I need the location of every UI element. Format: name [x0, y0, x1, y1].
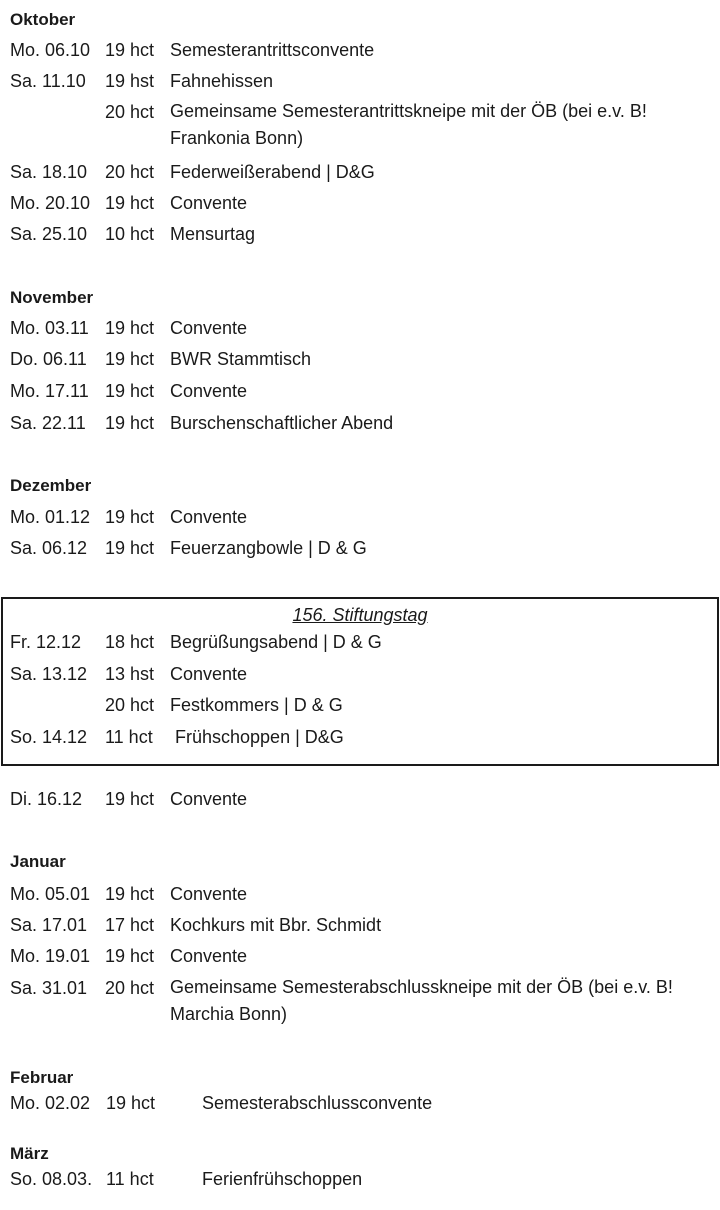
row-time: 20 hct — [105, 695, 155, 715]
row-event: Convente — [170, 318, 248, 338]
row-time: 19 hct — [105, 381, 155, 401]
row-event: Feuerzangbowle | D & G — [170, 538, 367, 558]
month-heading-november: November — [10, 288, 94, 307]
row-day: Fr. 12.12 — [10, 632, 82, 652]
row-day: Mo. 01.12 — [10, 507, 91, 527]
row-day: Sa. 17.01 — [10, 915, 88, 935]
row-day: Sa. 06.12 — [10, 538, 88, 558]
row-day: Mo. 06.10 — [10, 40, 91, 60]
row-time: 19 hct — [105, 507, 155, 527]
row-time: 19 hct — [105, 789, 155, 809]
row-time: 19 hct — [105, 193, 155, 213]
row-day: Sa. 22.11 — [10, 413, 86, 433]
row-day: Mo. 17.11 — [10, 381, 89, 401]
row-time: 19 hct — [105, 538, 155, 558]
row-event: Fahnehissen — [170, 71, 274, 91]
stiftungstag-title: 156. Stiftungstag — [292, 605, 428, 625]
row-event: Convente — [170, 193, 248, 213]
row-day: Di. 16.12 — [10, 789, 83, 809]
row-event: Federweißerabend | D&G — [170, 162, 375, 182]
row-day: Mo. 03.11 — [10, 318, 89, 338]
row-event: Convente — [170, 507, 248, 527]
row-event: Burschenschaftlicher Abend — [170, 413, 394, 433]
row-time: 11 hct — [106, 1169, 154, 1189]
row-day: Mo. 02.02 — [10, 1093, 91, 1113]
row-event: Gemeinsame Semesterantrittskneipe mit der ÖB (bei e.v. B! Frankonia Bonn) — [170, 101, 647, 148]
row-event: Kochkurs mit Bbr. Schmidt — [170, 915, 382, 935]
row-day: Sa. 11.10 — [10, 71, 86, 91]
row-event: Convente — [170, 884, 248, 904]
row-time: 19 hct — [105, 349, 155, 369]
month-heading-oktober: Oktober — [10, 10, 76, 29]
row-time: 20 hct — [105, 162, 155, 182]
row-event: Convente — [170, 381, 248, 401]
month-heading-februar: Februar — [10, 1068, 74, 1087]
row-time: 19 hct — [105, 318, 155, 338]
row-day: So. 08.03. — [10, 1169, 93, 1189]
row-event: Semesterabschlussconvente — [202, 1093, 433, 1113]
row-event: Festkommers | D & G — [170, 695, 343, 715]
row-day: So. 14.12 — [10, 727, 88, 747]
row-day: Do. 06.11 — [10, 349, 87, 369]
row-event: Semesterantrittsconvente — [170, 40, 375, 60]
row-time: 13 hst — [105, 664, 155, 684]
row-time: 19 hst — [105, 71, 155, 91]
row-event: Begrüßungsabend | D & G — [170, 632, 382, 652]
row-time: 20 hct — [105, 978, 155, 998]
row-time: 19 hct — [105, 40, 155, 60]
row-day: Sa. 18.10 — [10, 162, 88, 182]
row-day: Sa. 25.10 — [10, 224, 88, 244]
row-event: Mensurtag — [170, 224, 256, 244]
row-time: 19 hct — [105, 946, 155, 966]
row-time: 17 hct — [105, 915, 155, 935]
row-event: Convente — [170, 664, 248, 684]
row-time: 19 hct — [105, 413, 155, 433]
month-heading-dezember: Dezember — [10, 476, 92, 495]
row-event: Convente — [170, 789, 248, 809]
row-event: Convente — [170, 946, 248, 966]
row-time: 10 hct — [105, 224, 155, 244]
row-time: 19 hct — [106, 1093, 156, 1113]
row-time: 19 hct — [105, 884, 155, 904]
row-day: Mo. 20.10 — [10, 193, 91, 213]
month-heading-januar: Januar — [10, 852, 66, 871]
row-time: 18 hct — [105, 632, 155, 652]
row-day: Sa. 31.01 — [10, 978, 88, 998]
row-event: Frühschoppen | D&G — [175, 727, 344, 747]
row-day: Sa. 13.12 — [10, 664, 88, 684]
row-day: Mo. 05.01 — [10, 884, 91, 904]
row-event: Ferienfrühschoppen — [202, 1169, 363, 1189]
row-time: 20 hct — [105, 102, 155, 122]
month-heading-maerz: März — [10, 1144, 49, 1163]
row-event: BWR Stammtisch — [170, 349, 312, 369]
row-day: Mo. 19.01 — [10, 946, 91, 966]
row-event: Gemeinsame Semesterabschlusskneipe mit der ÖB (bei e.v. B! Marchia Bonn) — [170, 977, 673, 1024]
row-time: 11 hct — [105, 727, 153, 747]
